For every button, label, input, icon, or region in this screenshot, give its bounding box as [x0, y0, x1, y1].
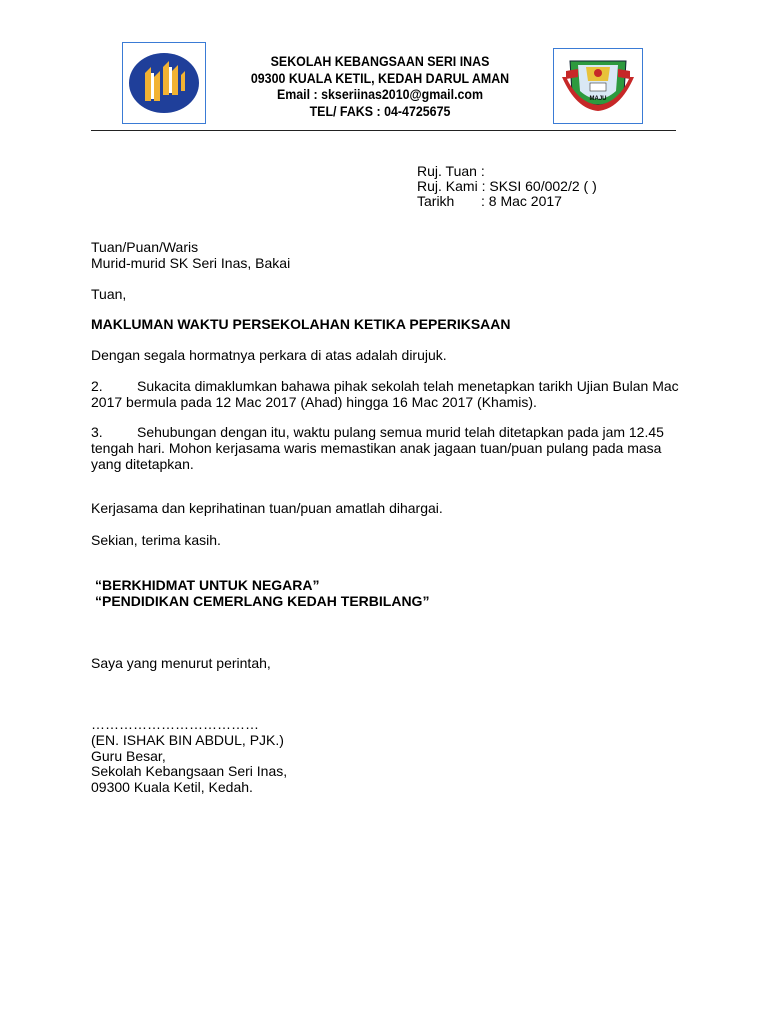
- paragraph-3-number: 3.: [91, 424, 103, 440]
- tarikh-row: [417, 193, 562, 209]
- signatory-address: 09300 Kuala Ketil, Kedah.: [91, 779, 253, 795]
- paragraph-2-number: 2.: [91, 378, 103, 394]
- signatory-title: Guru Besar,: [91, 748, 166, 764]
- ministry-logo-icon: [122, 42, 206, 124]
- paragraph-2: [91, 378, 681, 410]
- signature-intro: Saya yang menurut perintah,: [91, 655, 271, 671]
- signatory-name: (EN. ISHAK BIN ABDUL, PJK.): [91, 732, 284, 748]
- intro-paragraph: Dengan segala hormatnya perkara di atas adalah dirujuk.: [91, 347, 447, 363]
- school-letterhead: [233, 54, 527, 120]
- tarikh-value: : 8 Mac 2017: [481, 193, 562, 209]
- paragraph-2-text: Sukacita dimaklumkan bahawa pihak sekolah telah menetapkan tarikh Ujian Bulan Mac 2017 bermula pada 12 Mac 2017 (Ahad) hingga 16 Mac 2017 (Khamis).: [91, 378, 679, 410]
- school-phone: TEL/ FAKS : 04-4725675: [309, 103, 451, 119]
- signatory-school: Sekolah Kebangsaan Seri Inas,: [91, 763, 288, 779]
- school-address: 09300 KUALA KETIL, KEDAH DARUL AMAN: [250, 70, 510, 86]
- letter-subject: MAKLUMAN WAKTU PERSEKOLAHAN KETIKA PEPERIKSAAN: [91, 316, 511, 332]
- motto-1: “BERKHIDMAT UNTUK NEGARA”: [95, 577, 320, 593]
- salutation: Tuan,: [91, 286, 127, 302]
- paragraph-3: [91, 424, 681, 472]
- tarikh-label: Tarikh: [417, 193, 455, 209]
- recipient-line1: Tuan/Puan/Waris: [91, 239, 199, 255]
- ruj-kami: Ruj. Kami : SKSI 60/002/2 ( ): [417, 178, 597, 194]
- school-name: SEKOLAH KEBANGSAAN SERI INAS: [270, 54, 490, 69]
- signature-dots: ………………………………: [91, 716, 259, 732]
- paragraph-3-text: Sehubungan dengan itu, waktu pulang semua murid telah ditetapkan pada jam 12.45 tengah hari. Mohon kerjasama waris memastikan anak jagaan tuan/puan pulang pada masa yang ditetapkan.: [91, 424, 664, 472]
- school-crest-graphic: [556, 51, 640, 121]
- motto-2: “PENDIDIKAN CEMERLANG KEDAH TERBILANG”: [95, 593, 430, 609]
- crest-motto: MAJU: [589, 96, 607, 102]
- appreciation-line: Kerjasama dan keprihatinan tuan/puan amatlah dihargai.: [91, 500, 443, 516]
- closing-line: Sekian, terima kasih.: [91, 532, 221, 548]
- school-crest-icon: [553, 48, 643, 124]
- ruj-tuan: Ruj. Tuan :: [417, 163, 485, 179]
- ministry-logo-graphic: [127, 51, 201, 115]
- recipient-line2: Murid-murid SK Seri Inas, Bakai: [91, 255, 291, 271]
- header-divider: [91, 130, 676, 131]
- school-email: Email : skseriinas2010@gmail.com: [276, 87, 484, 102]
